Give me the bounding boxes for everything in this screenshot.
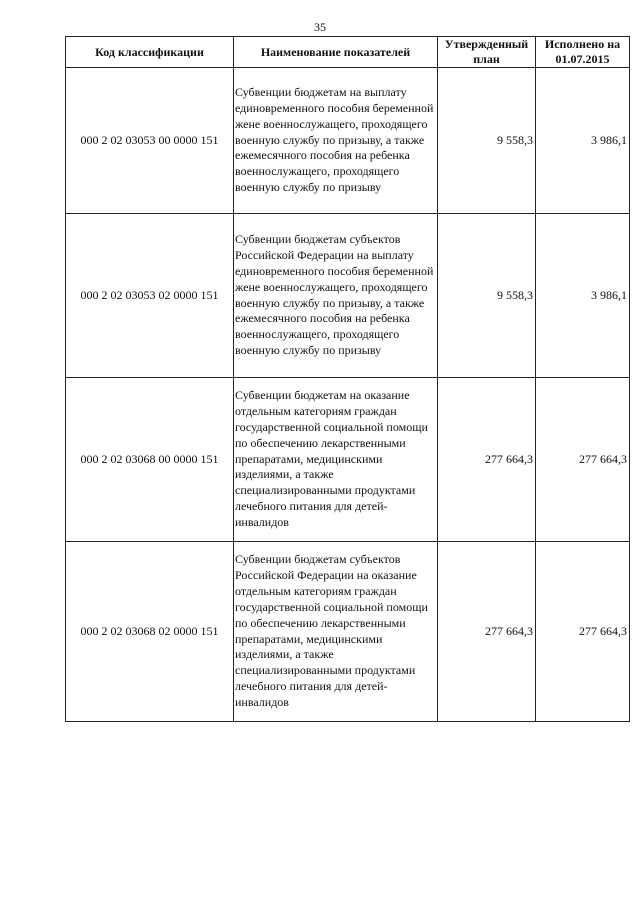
classification-code: 000 2 02 03068 02 0000 151 <box>66 542 234 722</box>
approved-plan: 9 558,3 <box>438 214 536 378</box>
budget-table <box>65 36 630 722</box>
approved-plan: 9 558,3 <box>438 68 536 214</box>
classification-code: 000 2 02 03053 02 0000 151 <box>66 214 234 378</box>
header-plan: Утвержденный план <box>438 37 536 68</box>
table-row <box>66 68 630 214</box>
header-row <box>66 37 630 68</box>
executed-amount: 277 664,3 <box>536 378 630 542</box>
executed-amount: 3 986,1 <box>536 68 630 214</box>
header-code: Код классификации <box>66 37 234 68</box>
table-body <box>66 68 630 722</box>
header-name: Наименование показателей <box>234 37 438 68</box>
executed-amount: 277 664,3 <box>536 542 630 722</box>
indicator-name: Субвенции бюджетам субъектов Российской Федерации на выплату единовременного пособия беременной жене военнослужащего, проходящего военную службу по призыву, а также ежемесячного пособия на ребенка военнослужащего, проходящего военную службу по призыву <box>234 214 438 378</box>
page-number: 35 <box>314 20 326 34</box>
classification-code: 000 2 02 03053 00 0000 151 <box>66 68 234 214</box>
table-row <box>66 214 630 378</box>
table-row <box>66 542 630 722</box>
header-done: Исполнено на 01.07.2015 <box>536 37 630 68</box>
table-row <box>66 378 630 542</box>
executed-amount: 3 986,1 <box>536 214 630 378</box>
table-header <box>66 37 630 68</box>
indicator-name: Субвенции бюджетам на оказание отдельным категориям граждан государственной социальной помощи по обеспечению лекарственными препаратами, медицинскими изделиями, а также специализированными продуктами лечебного питания для детей-инвалидов <box>234 378 438 542</box>
indicator-name: Субвенции бюджетам субъектов Российской Федерации на оказание отдельным категориям граждан государственной социальной помощи по обеспечению лекарственными препаратами, медицинскими изделиями, а также специализированными продуктами лечебного питания для детей-инвалидов <box>234 542 438 722</box>
classification-code: 000 2 02 03068 00 0000 151 <box>66 378 234 542</box>
indicator-name: Субвенции бюджетам на выплату единовременного пособия беременной жене военнослужащего, проходящего военную службу по призыву, а также ежемесячного пособия на ребенка военнослужащего, проходящего военную службу по призыву <box>234 68 438 214</box>
approved-plan: 277 664,3 <box>438 378 536 542</box>
approved-plan: 277 664,3 <box>438 542 536 722</box>
